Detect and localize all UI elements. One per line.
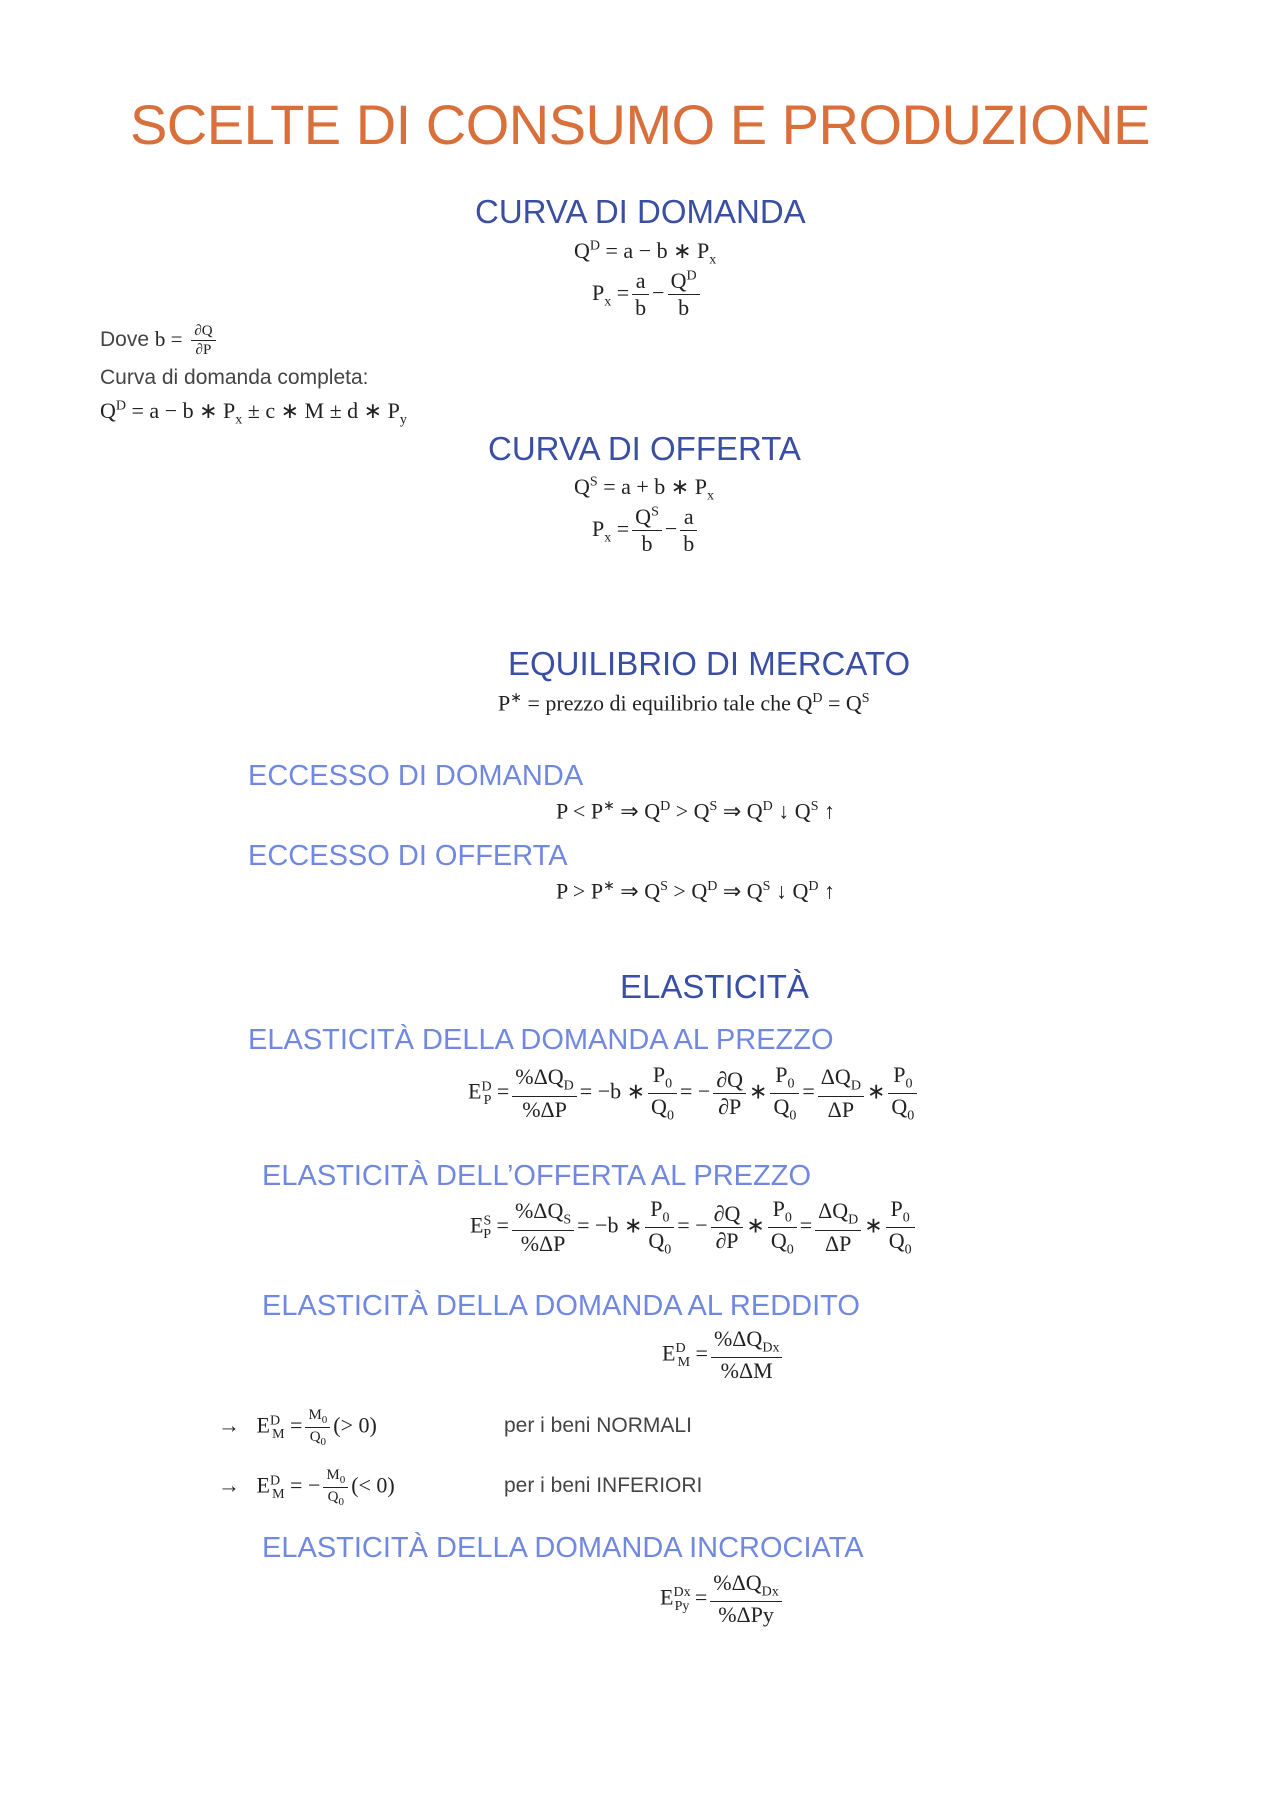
heading-elasticita-incrociata: ELASTICITÀ DELLA DOMANDA INCROCIATA (262, 1532, 864, 1564)
heading-equilibrio: EQUILIBRIO DI MERCATO (508, 645, 911, 682)
formula-elasticita-incrociata: $E^{Dx}_{Py}$ = $\frac{\%\Delta Q_{Dx}}{\text{\%ΔPy}}$ (660, 1570, 785, 1629)
heading-elasticita-offerta-prezzo: ELASTICITÀ DELL’OFFERTA AL PREZZO (262, 1160, 812, 1192)
formula-eccesso-offerta: P > P∗ ⇒ $Q^S > Q^D$ ⇒ $Q^S$ ↓ $Q^D$ ↑ (556, 878, 835, 904)
formula-eccesso-domanda: P < P∗ ⇒ $Q^D > Q^S$ ⇒ $Q^D$ ↓ $Q^S$ ↑ (556, 798, 835, 824)
heading-eccesso-domanda: ECCESSO DI DOMANDA (248, 760, 584, 792)
label-beni-inferiori: per i beni INFERIORI (504, 1474, 703, 1497)
heading-curva-offerta: CURVA DI OFFERTA (488, 430, 801, 467)
formula-domanda-completa: $Q^D = a - b$ ∗ $P_x \pm c$ ∗ M ± d ∗ $P_y$ (100, 398, 407, 428)
label-domanda-completa: Curva di domanda completa: (100, 366, 369, 389)
formula-elasticita-offerta-prezzo: $E^S_P$ = $\frac{\%\Delta Q_S}{\%\Delta P}$ = −b ∗ $\frac{P_0}{Q_0}$ = − $\frac{\partial Q}{\partial P}$ ∗ $\frac{P_0}{Q_0}$ = $\frac{\Delta Q_D}{\Delta P}$ ∗ $\frac{P_0}{Q_0}$ (470, 1196, 918, 1259)
formula-elasticita-reddito: $E^D_M$ = $\frac{\%\Delta Q_{Dx}}{\%\Delta M}$ (662, 1326, 785, 1385)
formula-equilibrio: P∗ = prezzo di equilibrio tale che $Q^D = Q^S$ (498, 690, 870, 716)
formula-offerta: $Q^S = a + b$ ∗ $P_x$ (574, 474, 714, 504)
heading-eccesso-offerta: ECCESSO DI OFFERTA (248, 840, 568, 872)
heading-elasticita-domanda-prezzo: ELASTICITÀ DELLA DOMANDA AL PREZZO (248, 1024, 834, 1056)
heading-elasticita: ELASTICITÀ (620, 968, 809, 1005)
formula-beni-inferiori: → $E^D_M$ = − $\frac{M_0}{Q_0}$ (< 0) (218, 1467, 395, 1509)
note-dove-b: Dove b = $\frac{\partial Q}{\partial P}$ (100, 322, 219, 359)
formula-domanda-inversa: $P_x$ = $\frac{a}{b}$ − $\frac{Q^D}{b}$ (592, 268, 703, 322)
heading-curva-domanda: CURVA DI DOMANDA (475, 193, 806, 230)
page-title: SCELTE DI CONSUMO E PRODUZIONE (129, 93, 1151, 156)
heading-elasticita-domanda-reddito: ELASTICITÀ DELLA DOMANDA AL REDDITO (262, 1290, 860, 1322)
formula-offerta-inversa: $P_x$ = $\frac{Q^S}{b}$ − $\frac{a}{b}$ (592, 504, 700, 558)
formula-beni-normali: → $E^D_M$ = $\frac{M_0}{Q_0}$ (> 0) (218, 1407, 377, 1449)
label-beni-normali: per i beni NORMALI (504, 1414, 692, 1437)
formula-elasticita-domanda-prezzo: $E^D_P$ = $\frac{\%\Delta Q_D}{\%\Delta P}$ = −b ∗ $\frac{P_0}{Q_0}$ = − $\frac{\partial Q}{\partial P}$ ∗ $\frac{P_0}{Q_0}$ = $\frac{\Delta Q_D}{\Delta P}$ ∗ $\frac{P_0}{Q_0}$ (468, 1062, 920, 1125)
formula-domanda: $Q^D = a - b$ ∗ $P_x$ (574, 238, 717, 268)
